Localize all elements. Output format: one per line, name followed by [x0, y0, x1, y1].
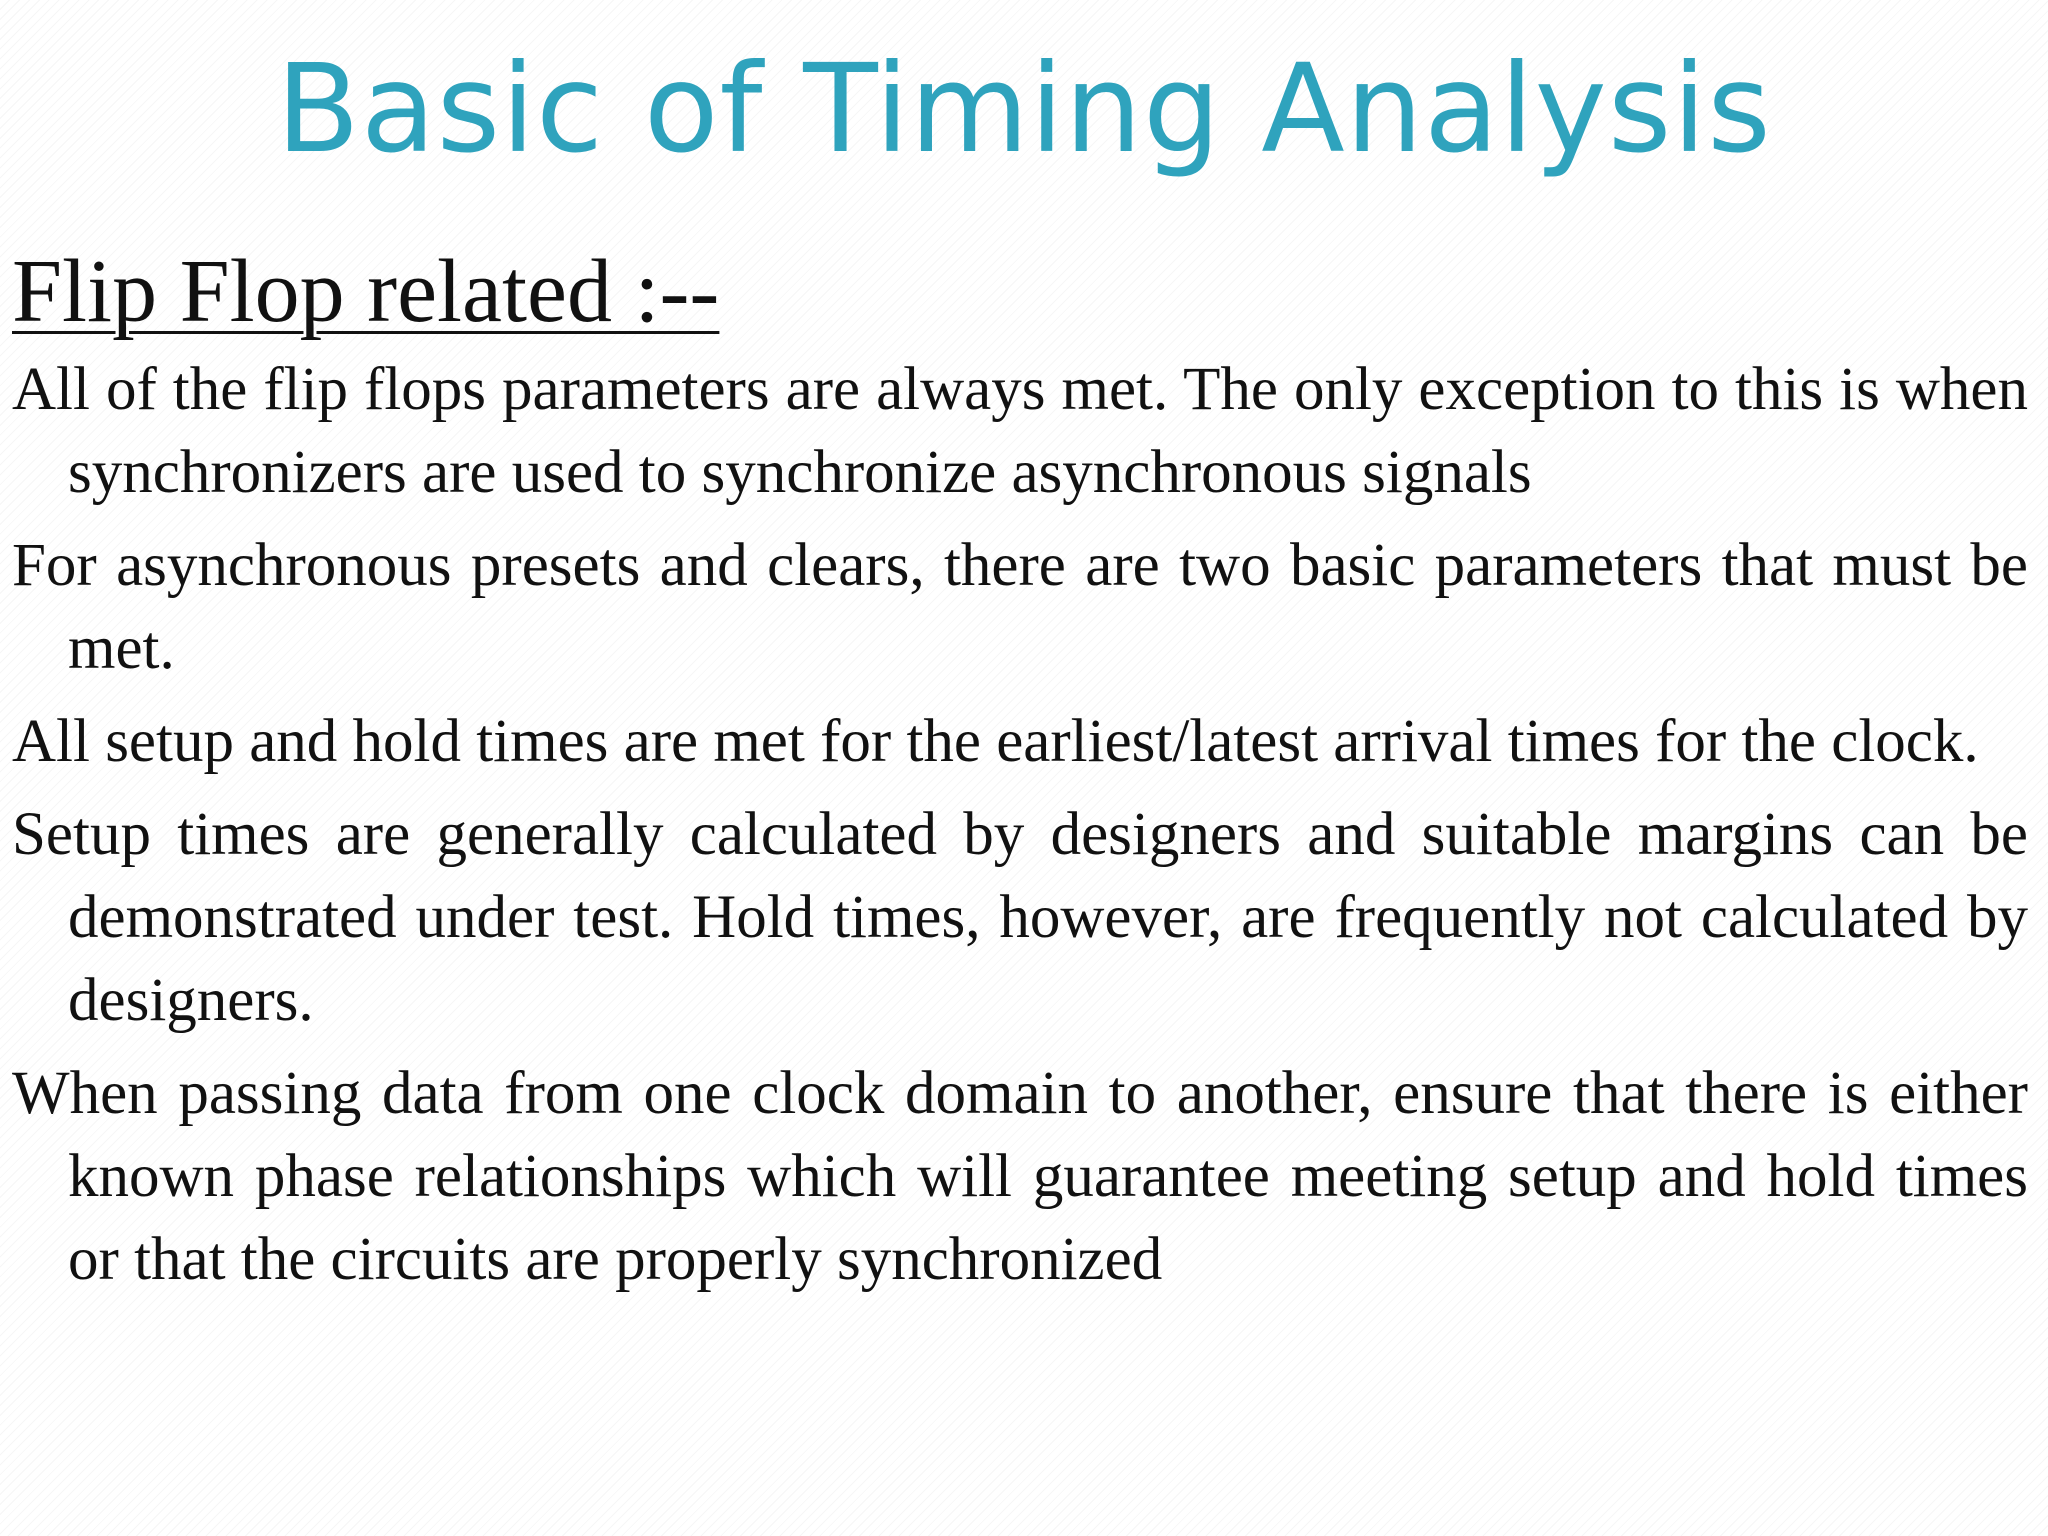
paragraph-async-presets: For asynchronous presets and clears, there are two basic parameters that must be met.: [12, 532, 2028, 682]
paragraph-flip-flop-parameters: All of the flip flops parameters are always met. The only exception to this is when synchronizers are used to synchronize asynchronous signals: [12, 356, 2028, 506]
section-heading: Flip Flop related :--: [12, 242, 720, 341]
paragraph-clock-domain: When passing data from one clock domain to another, ensure that there is either known phase relationships which will guarantee meeting setup and hold times or that the circuits are properly synchronized: [12, 1060, 2028, 1293]
slide-content: [12, 238, 2028, 1311]
paragraph-setup-hold-times: All setup and hold times are met for the earliest/latest arrival times for the clock.: [12, 708, 1979, 775]
slide-title: Basic of Timing Analysis: [276, 38, 1772, 180]
paragraph-setup-calculation: Setup times are generally calculated by designers and suitable margins can be demonstrated under test. Hold times, however, are frequently not calculated by designers.: [12, 801, 2028, 1034]
